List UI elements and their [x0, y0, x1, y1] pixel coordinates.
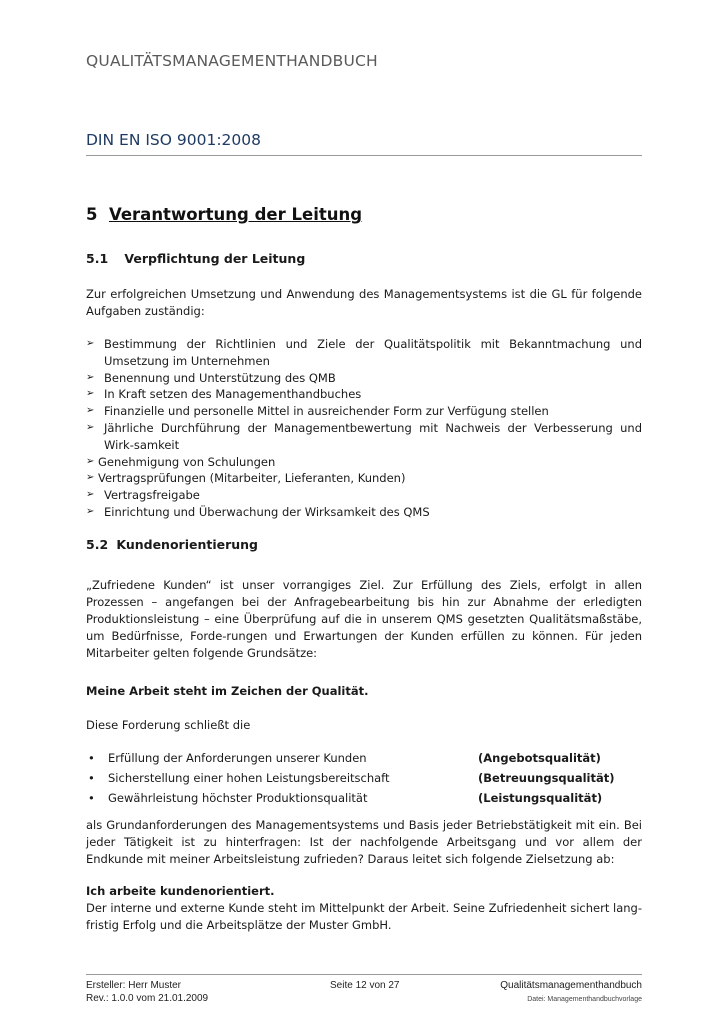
- footer-file-name: Datei: Managementhandbuchvorlage: [527, 996, 642, 1003]
- bullet-dot-icon: •: [88, 751, 95, 765]
- subsection-number: 5.2: [86, 537, 109, 552]
- requirement-lead: Diese Forderung schließt die: [86, 718, 251, 732]
- section-heading: Verantwortung der Leitung: [108, 205, 363, 224]
- list-item: ➢ Benennung und Unterstützung des QMB: [86, 370, 336, 385]
- customer-orientation-paragraph: „Zufriedene Kunden“ ist unser vorrangiges Ziel. Zur Erfüllung des Ziels, erfolgt in allen Prozessen – angefangen bei der Anfragebearbeitung bis hin zur Abnahme der erledigten Produktionsleistung – eine Überprüfung auf die in unserem QMS gesetzten Qualitätsmaßstäbe, um Bedürfnisse, Forde-rungen und Erwartungen der Kunden erfüllen zu können. Für jeden Mitarbeiter gelten folgende Grundsätze:: [86, 578, 642, 660]
- list-item: ➢ Vertragsprüfungen (Mitarbeiter, Lieferanten, Kunden): [86, 471, 406, 486]
- footer-divider: [86, 974, 642, 975]
- arrow-bullet-icon: ➢: [86, 371, 95, 383]
- bullet-dot-icon: •: [88, 771, 95, 785]
- subsection-5-1-title: [86, 251, 305, 266]
- arrow-bullet-icon: ➢: [86, 505, 95, 517]
- list-item: ➢ Einrichtung und Überwachung der Wirksamkeit des QMS: [86, 504, 430, 519]
- arrow-bullet-icon: ➢: [86, 338, 95, 349]
- quality-tag: (Betreuungsqualität): [478, 771, 615, 785]
- arrow-bullet-icon: ➢: [86, 421, 95, 433]
- iso-standard-title: DIN EN ISO 9001:2008: [86, 131, 261, 149]
- customer-motto: Ich arbeite kundenorientiert.: [86, 884, 275, 898]
- quality-bullet-list: [86, 751, 642, 811]
- list-item: ➢ Jährliche Durchführung der Managementbewertung mit Nachweis der Verbesserung und Wirk-samkeit: [86, 420, 642, 452]
- handbook-header-title: QUALITÄTSMANAGEMENTHANDBUCH: [86, 52, 378, 70]
- list-item: ➢ Finanzielle und personelle Mittel in ausreichender Form zur Verfügung stellen: [86, 404, 549, 419]
- footer-page-number: Seite 12 von 27: [330, 980, 400, 991]
- footer-revision: Rev.: 1.0.0 vom 21.01.2009: [86, 993, 209, 1004]
- responsibility-intro: Zur erfolgreichen Umsetzung und Anwendung des Managementsystems ist die GL für folgende Aufgaben zuständig:: [86, 287, 642, 318]
- arrow-bullet-icon: ➢: [86, 388, 95, 400]
- arrow-bullet-icon: ➢: [86, 405, 95, 417]
- list-item: • Sicherstellung einer hohen Leistungsbereitschaft (Betreuungsqualität): [88, 771, 615, 785]
- list-item: • Erfüllung der Anforderungen unserer Kunden (Angebotsqualität): [88, 751, 601, 765]
- section-number: 5: [86, 205, 98, 224]
- quality-tag: (Angebotsqualität): [478, 751, 601, 765]
- subsection-5-2-title: [86, 537, 258, 552]
- requirements-paragraph: als Grundanforderungen des Managementsystems und Basis jeder Betriebstätigkeit mit ein. Bei jeder Tätigkeit ist zu hinterfragen: Ist der nachfolgende Arbeitsgang und vor allem der Endkunde mit meiner Arbeitsleistung zufrieden? Daraus leitet sich folgende Zielsetzung ab:: [86, 818, 642, 866]
- subsection-heading: Kundenorientierung: [116, 537, 259, 552]
- subsection-number: 5.1: [86, 251, 109, 266]
- list-item: ➢ In Kraft setzen des Managementhandbuches: [86, 387, 362, 402]
- customer-focus-paragraph: Der interne und externe Kunde steht im Mittelpunkt der Arbeit. Seine Zufriedenheit sichert lang-fristig Erfolg und die Arbeitsplätze der Muster GmbH.: [86, 901, 642, 932]
- responsibility-list: [86, 336, 642, 521]
- footer-document-name: Qualitätsmanagementhandbuch: [500, 980, 642, 991]
- list-item: ➢ Vertragsfreigabe: [86, 488, 200, 503]
- section-title: [86, 205, 362, 224]
- bullet-dot-icon: •: [88, 791, 95, 805]
- list-item: • Gewährleistung höchster Produktionsqualität (Leistungsqualität): [88, 791, 603, 805]
- arrow-bullet-icon: ➢: [86, 455, 95, 467]
- arrow-bullet-icon: ➢: [86, 472, 95, 484]
- arrow-bullet-icon: ➢: [86, 489, 95, 501]
- footer-author: Ersteller: Herr Muster: [86, 980, 182, 991]
- quality-motto: Meine Arbeit steht im Zeichen der Qualität.: [86, 684, 369, 698]
- subsection-heading: Verpflichtung der Leitung: [124, 251, 306, 266]
- quality-tag: (Leistungsqualität): [478, 791, 603, 805]
- header-divider: [86, 155, 642, 156]
- list-item: ➢ Genehmigung von Schulungen: [86, 454, 276, 469]
- list-item: ➢ Bestimmung der Richtlinien und Ziele der Qualitätspolitik mit Bekanntmachung und Umsetzung im Unternehmen: [86, 337, 642, 368]
